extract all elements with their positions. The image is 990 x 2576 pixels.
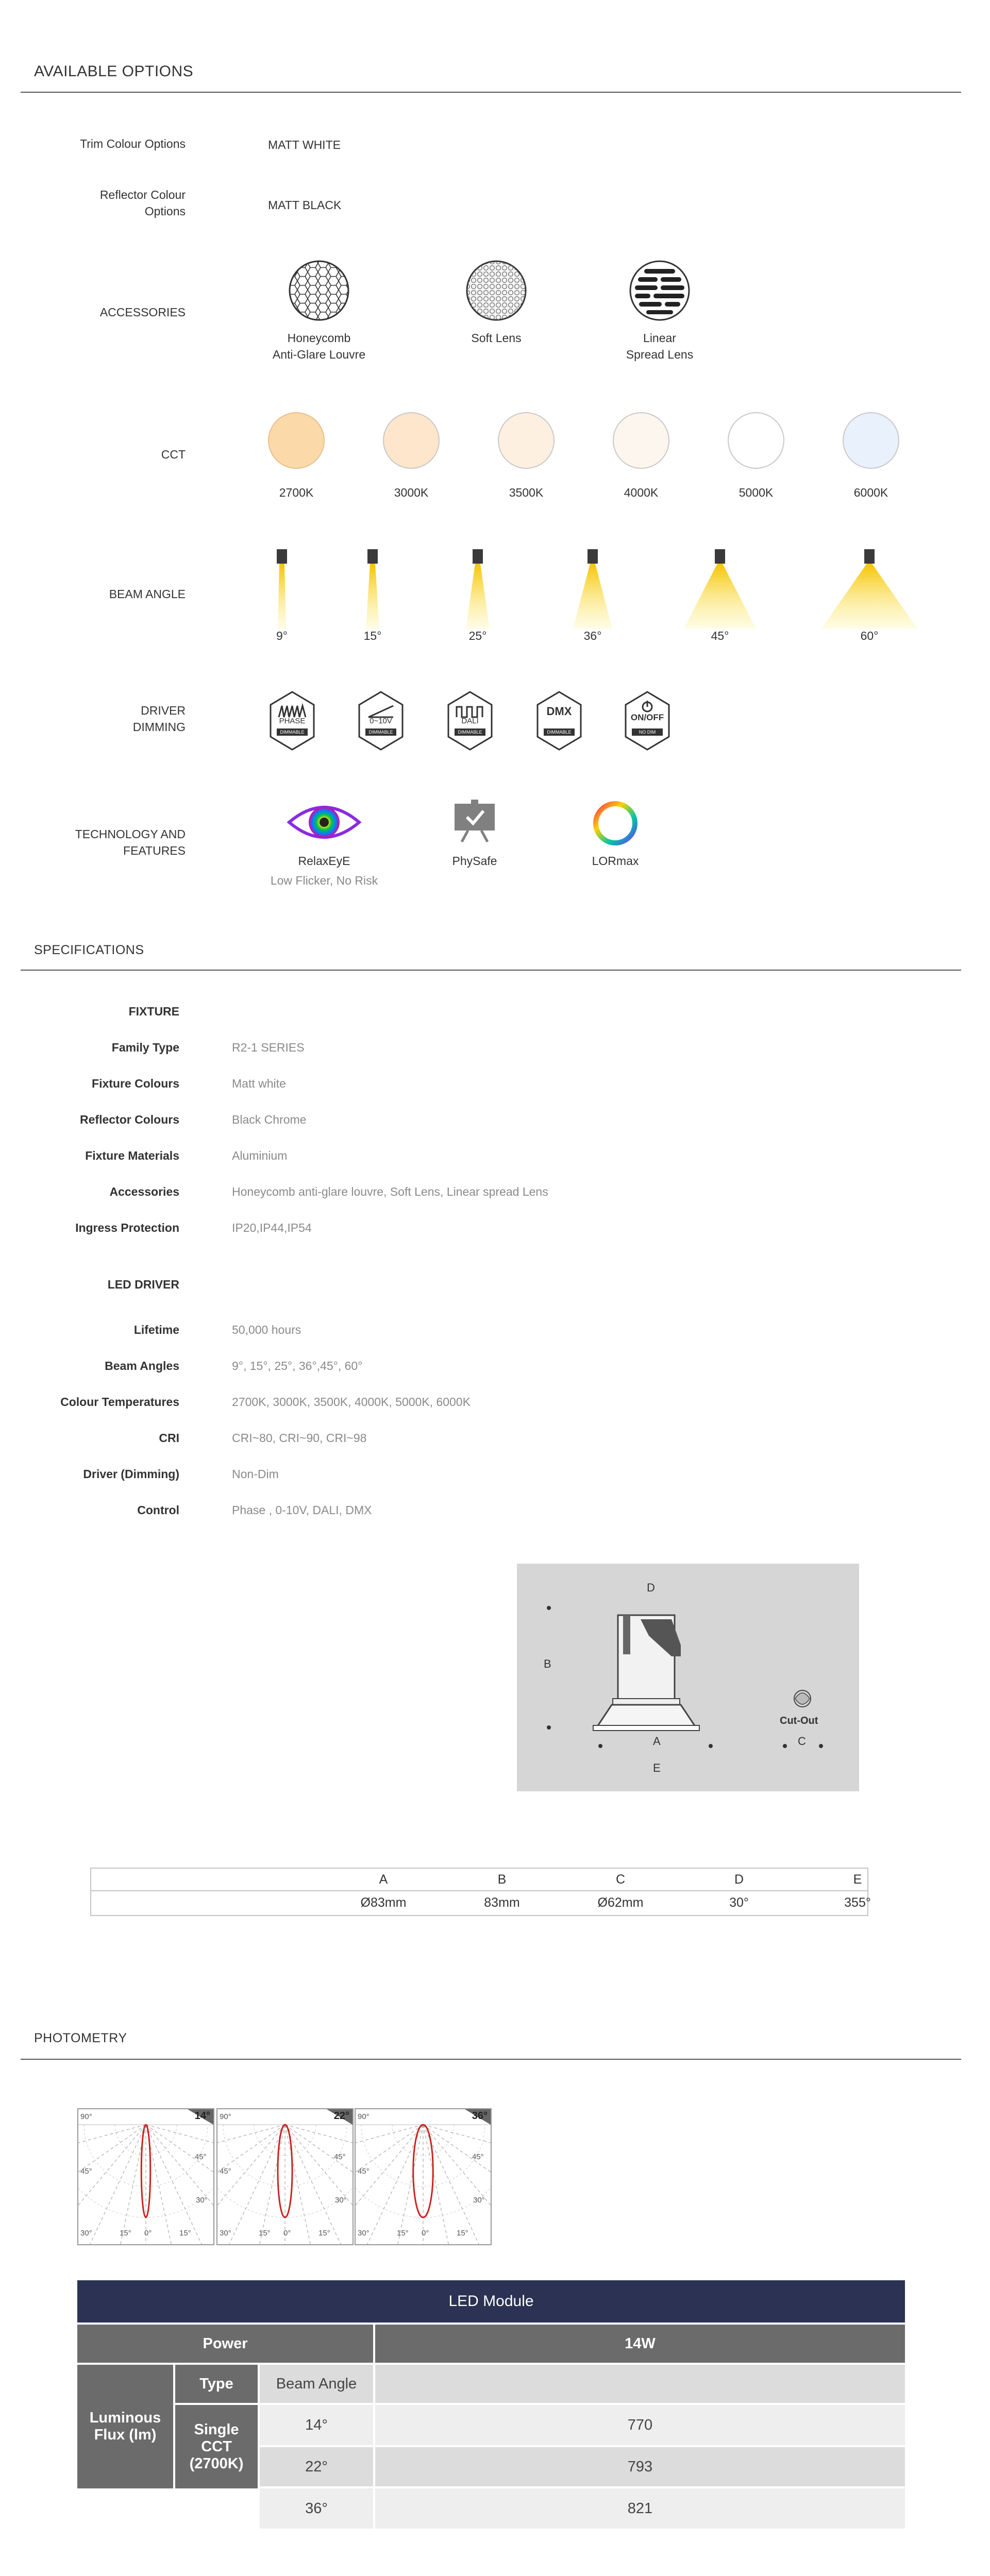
- driver-dimming-label: DRIVER DIMMING: [132, 704, 186, 734]
- spec-label: Ingress Protection: [75, 1221, 179, 1234]
- dimension-diagram: [517, 1564, 859, 1791]
- technology-label: TECHNOLOGY AND FEATURES: [75, 827, 186, 857]
- photometry-angle-label: 90°: [358, 2112, 370, 2121]
- beam-angle-value: 36°: [583, 629, 602, 642]
- dim-label-a: A: [653, 1735, 661, 1748]
- photometry-angle-label: 30°: [473, 2196, 485, 2205]
- dim-value: Ø83mm: [360, 1895, 407, 1910]
- power-value: 14W: [375, 2325, 905, 2363]
- photometry-chart: [77, 2108, 214, 2245]
- on-off-icon: [624, 690, 671, 751]
- driver-name: 0~10V: [370, 717, 392, 725]
- driver-sub: DIMMABLE: [368, 730, 393, 735]
- photometry-chart: [216, 2108, 354, 2245]
- photometry-angle-label: 0°: [144, 2229, 152, 2238]
- beam-angle-badge: 22°: [333, 2110, 349, 2122]
- cct-label: CCT: [161, 448, 186, 461]
- spec-value: Honeycomb anti-glare louvre, Soft Lens, Linear spread Lens: [232, 1185, 548, 1198]
- spec-label: Lifetime: [133, 1323, 179, 1336]
- beam-angle-label: BEAM ANGLE: [109, 587, 186, 601]
- dim-label-e: E: [653, 1761, 661, 1774]
- cut-out-label: Cut-Out: [780, 1715, 818, 1726]
- driver-name: PHASE: [279, 717, 306, 725]
- spec-value: 50,000 hours: [232, 1323, 301, 1336]
- accessory-caption: Honeycomb Anti-Glare Louvre: [272, 331, 366, 361]
- tech-caption: LORmax: [592, 854, 639, 868]
- section-title-specifications: SPECIFICATIONS: [34, 943, 144, 957]
- led-driver-heading: LED DRIVER: [107, 1278, 179, 1291]
- spec-value: Black Chrome: [232, 1113, 307, 1126]
- led-module-table: [77, 2280, 905, 2517]
- driver-sub: DIMMABLE: [458, 730, 482, 735]
- luminous-flux-label: Luminous Flux (lm): [77, 2365, 173, 2488]
- beam-angle-header: Beam Angle: [260, 2365, 373, 2403]
- power-label: Power: [77, 2325, 373, 2363]
- dim-label-c: C: [798, 1735, 806, 1748]
- reflector-colour-value: MATT BLACK: [268, 198, 342, 212]
- spec-value: 9°, 15°, 25°, 36°,45°, 60°: [232, 1359, 363, 1372]
- photometry-chart: [355, 2108, 492, 2245]
- beam-angle-value: 9°: [276, 629, 288, 642]
- photometry-angle-label: 90°: [80, 2112, 92, 2121]
- cct-label-text: 2700K: [279, 486, 314, 499]
- photometry-angle-label: 30°: [220, 2229, 231, 2238]
- photometry-angle-label: 15°: [457, 2229, 468, 2238]
- beam-angle-cell: 36°: [260, 2488, 373, 2529]
- beam-angle-badge: 14°: [194, 2110, 210, 2122]
- dim-header: B: [497, 1872, 507, 1887]
- dimension-table: [90, 1868, 871, 1916]
- photometry-angle-label: 15°: [179, 2229, 191, 2238]
- dali-dimming-icon: [446, 690, 494, 751]
- spec-value: CRI~80, CRI~90, CRI~98: [232, 1431, 367, 1445]
- honeycomb-icon: [287, 259, 351, 323]
- photometry-angle-label: 15°: [318, 2229, 330, 2238]
- photometry-angle-label: 30°: [335, 2196, 347, 2205]
- photometry-angle-label: 45°: [472, 2153, 484, 2161]
- spec-value: R2-1 SERIES: [232, 1041, 305, 1054]
- cct-swatch: [383, 412, 440, 469]
- tech-caption: PhySafe: [452, 854, 497, 868]
- photometry-angle-label: 45°: [80, 2167, 92, 2176]
- trim-colour-label: Trim Colour Options: [80, 137, 186, 150]
- cct-label-text: 3000K: [394, 486, 429, 499]
- 0-10v-dimming-icon: [357, 690, 405, 751]
- spec-label: CRI: [159, 1431, 179, 1445]
- luminaire-drawing: [517, 1564, 859, 1791]
- spec-value: Matt white: [232, 1077, 286, 1090]
- empty-header-cell: [375, 2365, 905, 2403]
- dim-header: E: [853, 1872, 862, 1887]
- spec-value: Non-Dim: [232, 1467, 279, 1481]
- cct-label-text: 6000K: [853, 486, 888, 499]
- beam-angle-badge: 36°: [472, 2110, 488, 2122]
- dim-label-d: D: [647, 1581, 655, 1594]
- photometry-angle-label: 30°: [358, 2229, 370, 2238]
- photometry-angle-label: 0°: [422, 2229, 429, 2238]
- dim-header: A: [379, 1872, 388, 1887]
- led-module-title: LED Module: [77, 2280, 905, 2323]
- spec-label: Accessories: [109, 1185, 179, 1198]
- flux-cell: 793: [375, 2447, 905, 2486]
- spec-label: Colour Temperatures: [60, 1395, 179, 1409]
- photometry-angle-label: 90°: [220, 2112, 231, 2121]
- type-label: Type: [175, 2365, 258, 2403]
- cct-swatch: [268, 412, 325, 469]
- beam-angle-value: 15°: [363, 629, 382, 642]
- driver-sub: NO DIM: [639, 730, 656, 735]
- driver-name: DMX: [546, 705, 572, 718]
- spec-label: Control: [137, 1503, 179, 1517]
- dim-value: 355°: [844, 1895, 871, 1910]
- photometry-angle-label: 45°: [334, 2153, 346, 2161]
- spec-value: IP20,IP44,IP54: [232, 1221, 312, 1234]
- cct-label-text: 3500K: [509, 486, 544, 499]
- flux-cell: 821: [375, 2488, 905, 2529]
- cct-swatch: [843, 412, 899, 469]
- reflector-colour-label-line1: Reflector Colour: [99, 188, 186, 201]
- relaxeye-icon: [286, 798, 362, 847]
- beam-cone-icon: [787, 546, 952, 634]
- photometry-angle-label: 45°: [358, 2167, 370, 2176]
- dim-header: C: [615, 1872, 626, 1887]
- cct-swatch: [728, 412, 784, 469]
- dim-value: 30°: [729, 1895, 749, 1910]
- spec-label: Fixture Materials: [85, 1149, 179, 1162]
- spec-label: Family Type: [111, 1041, 179, 1054]
- tech-caption: RelaxEyE: [298, 854, 350, 868]
- flux-cell: 770: [375, 2405, 905, 2445]
- photometry-angle-label: 30°: [196, 2196, 208, 2205]
- linear-spread-icon: [628, 259, 692, 323]
- section-divider: [21, 92, 961, 93]
- single-cct-label: Single CCT (2700K): [175, 2405, 258, 2488]
- dim-label-b: B: [544, 1657, 551, 1670]
- cct-swatch: [498, 412, 555, 469]
- section-title-photometry: PHOTOMETRY: [34, 2031, 127, 2045]
- physafe-icon: [452, 800, 497, 843]
- section-divider: [21, 970, 961, 971]
- driver-name: DALI: [461, 717, 479, 725]
- tech-subcaption: Low Flicker, No Risk: [270, 874, 378, 887]
- photometry-angle-label: 15°: [397, 2229, 409, 2238]
- accessories-label: ACCESSORIES: [99, 306, 186, 319]
- driver-sub: DIMMABLE: [280, 730, 305, 735]
- photometry-angle-label: 15°: [259, 2229, 271, 2238]
- photometry-angle-label: 0°: [283, 2229, 291, 2238]
- dim-value: Ø62mm: [597, 1895, 644, 1910]
- dim-value: 83mm: [484, 1895, 520, 1910]
- beam-angle-value: 25°: [468, 629, 487, 642]
- dim-header: D: [734, 1872, 744, 1887]
- photometry-angle-label: 15°: [120, 2229, 131, 2238]
- phase-dimming-icon: [269, 690, 316, 751]
- accessory-caption: Soft Lens: [471, 331, 522, 345]
- spec-value: Phase , 0-10V, DALI, DMX: [232, 1503, 372, 1517]
- spec-label: Beam Angles: [105, 1359, 179, 1372]
- spec-label: Fixture Colours: [92, 1077, 179, 1090]
- accessory-caption: Linear Spread Lens: [626, 331, 694, 361]
- reflector-colour-label-line2: Options: [144, 205, 186, 218]
- beam-angle-value: 60°: [860, 629, 879, 642]
- trim-colour-value: MATT WHITE: [268, 138, 341, 151]
- driver-name: ON/OFF: [630, 713, 664, 722]
- beam-cone-icon: [637, 546, 802, 634]
- fixture-heading: FIXTURE: [128, 1005, 179, 1018]
- spec-value: 2700K, 3000K, 3500K, 4000K, 5000K, 6000K: [232, 1395, 471, 1409]
- section-title-available-options: AVAILABLE OPTIONS: [34, 63, 194, 80]
- beam-angle-value: 45°: [711, 629, 729, 642]
- lormax-icon: [588, 798, 643, 849]
- cct-label-text: 5000K: [739, 486, 774, 499]
- dmx-dimming-icon: [535, 690, 583, 751]
- photometry-angle-label: 45°: [195, 2153, 207, 2161]
- cct-label-text: 4000K: [624, 486, 659, 499]
- soft-lens-icon: [464, 259, 528, 323]
- reflector-colour-label: [21, 187, 186, 219]
- spec-label: Reflector Colours: [80, 1113, 179, 1126]
- beam-angle-cell: 22°: [260, 2447, 373, 2486]
- photometry-angle-label: 30°: [80, 2229, 92, 2238]
- section-divider: [21, 2059, 961, 2060]
- spec-label: Driver (Dimming): [83, 1467, 179, 1481]
- driver-sub: DIMMABLE: [547, 730, 572, 735]
- photometry-angle-label: 45°: [220, 2167, 231, 2176]
- cct-swatch: [613, 412, 669, 469]
- spec-value: Aluminium: [232, 1149, 288, 1162]
- beam-angle-cell: 14°: [260, 2405, 373, 2445]
